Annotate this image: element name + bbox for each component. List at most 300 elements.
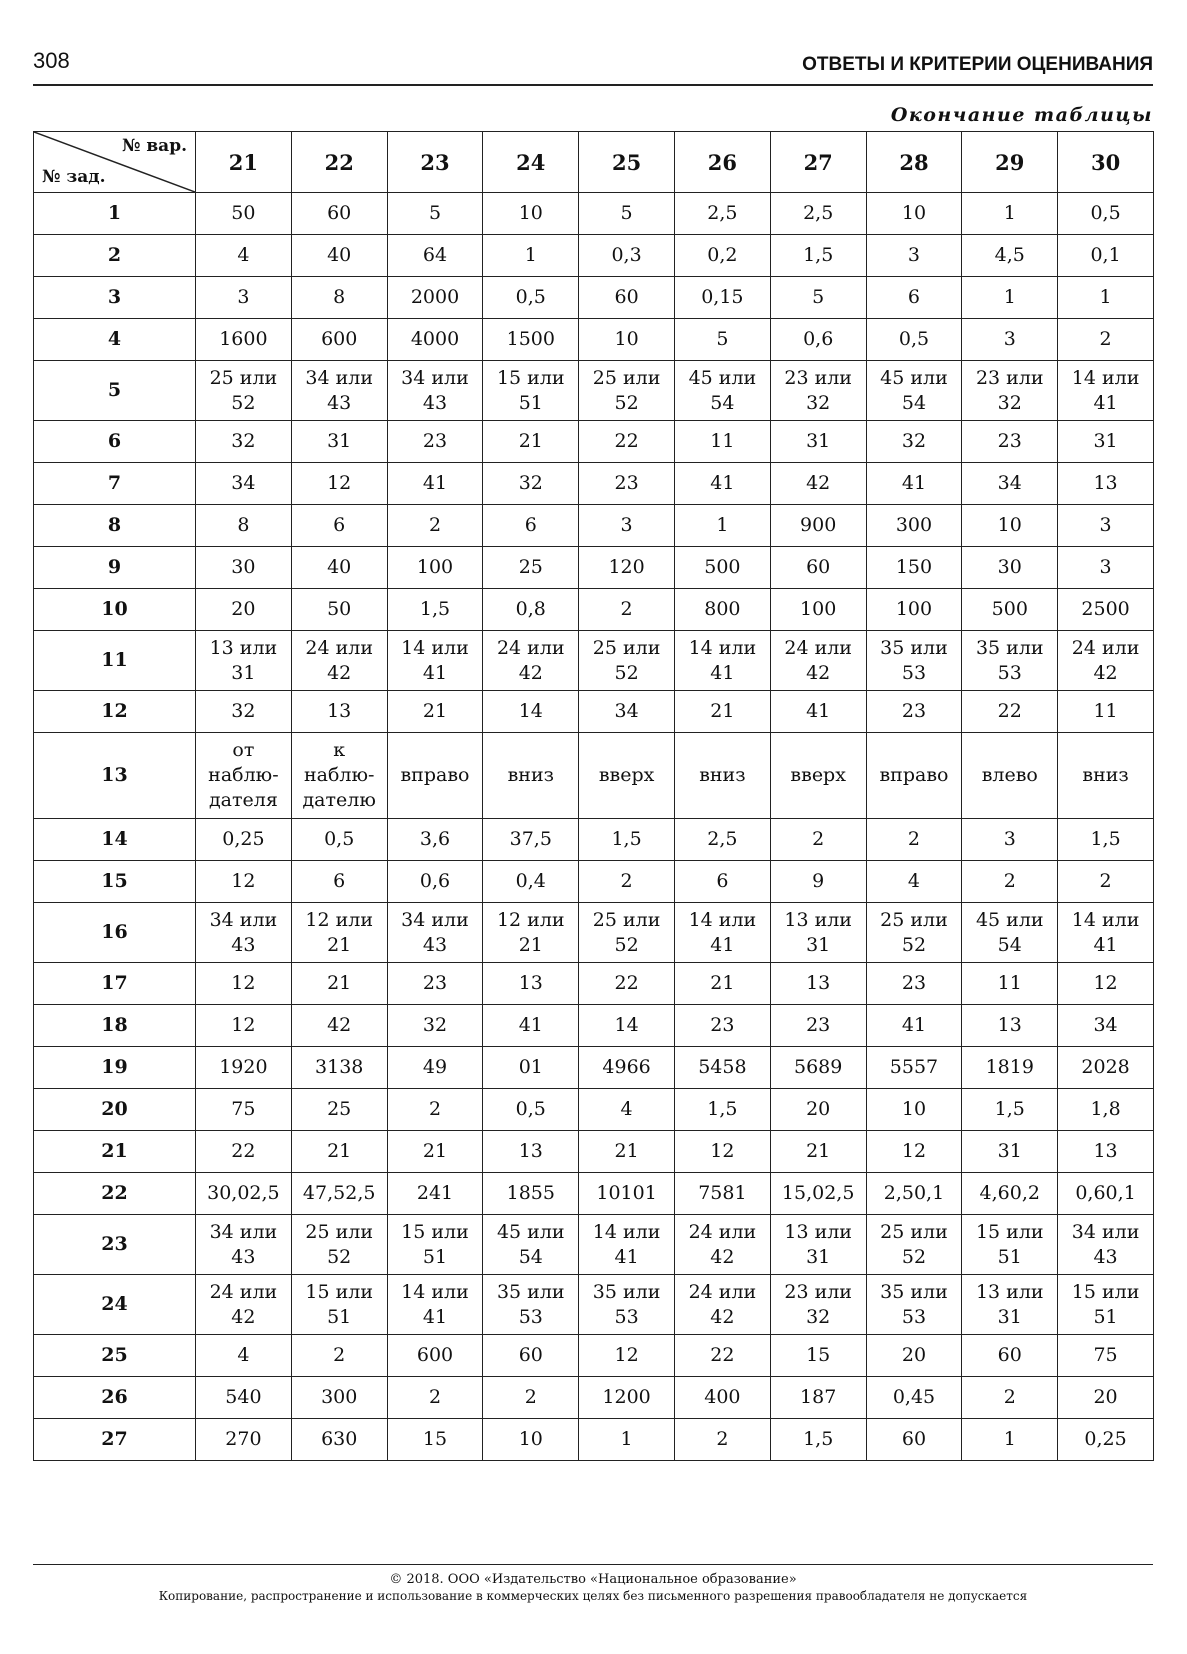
answer-cell: 600 — [387, 1335, 483, 1377]
answer-cell: 25 или 52 — [196, 361, 292, 421]
answer-cell: 0,60,1 — [1058, 1173, 1154, 1215]
answer-cell: 2 — [387, 1377, 483, 1419]
answer-cell: 20 — [770, 1089, 866, 1131]
answer-cell: 14 или 41 — [387, 1275, 483, 1335]
answer-cell: 1 — [962, 193, 1058, 235]
answer-cell: 2 — [579, 861, 675, 903]
answer-cell: 13 или 31 — [770, 1215, 866, 1275]
answer-cell: 22 — [962, 691, 1058, 733]
answer-cell: 30 — [962, 547, 1058, 589]
answer-cell: 13 — [291, 691, 387, 733]
copy-notice: Копирование, распространение и использование в коммерческих целях без письменного разрешения правообладателя не допускается — [158, 1589, 1028, 1603]
task-number: 2 — [34, 235, 196, 277]
answer-cell: 42 — [291, 1005, 387, 1047]
answer-cell: 23 — [387, 963, 483, 1005]
table-row — [34, 1377, 1154, 1419]
answer-cell: 0,5 — [291, 819, 387, 861]
answer-cell: 34 или 43 — [196, 903, 292, 963]
table-row — [34, 1005, 1154, 1047]
answer-cell: 30 — [196, 547, 292, 589]
answer-cell: 13 — [962, 1005, 1058, 1047]
answer-cell: 23 — [674, 1005, 770, 1047]
answer-cell: 22 — [674, 1335, 770, 1377]
table-row — [34, 903, 1154, 963]
task-number: 27 — [34, 1419, 196, 1461]
task-number: 6 — [34, 421, 196, 463]
answer-cell: 10 — [483, 1419, 579, 1461]
answer-cell: 12 — [196, 1005, 292, 1047]
answer-cell: 13 или 31 — [196, 631, 292, 691]
table-row — [34, 361, 1154, 421]
answer-cell: 3138 — [291, 1047, 387, 1089]
answer-cell: 13 — [1058, 463, 1154, 505]
answer-cell: 11 — [674, 421, 770, 463]
answer-cell: 630 — [291, 1419, 387, 1461]
answer-cell: 0,4 — [483, 861, 579, 903]
answer-cell: 6 — [483, 505, 579, 547]
answer-cell: 45 или 54 — [962, 903, 1058, 963]
answer-cell: 4966 — [579, 1047, 675, 1089]
page-footer — [33, 1564, 1153, 1605]
answer-cell: 3 — [962, 819, 1058, 861]
answer-cell: 2 — [291, 1335, 387, 1377]
answer-cell: 12 или 21 — [291, 903, 387, 963]
answer-cell: 1,5 — [770, 235, 866, 277]
answer-cell: 14 или 41 — [387, 631, 483, 691]
answer-cell: 23 — [579, 463, 675, 505]
table-row — [34, 691, 1154, 733]
answer-cell: 2 — [962, 1377, 1058, 1419]
answer-cell: 2,50,1 — [866, 1173, 962, 1215]
answer-cell: 25 или 52 — [866, 1215, 962, 1275]
answer-cell: 15,02,5 — [770, 1173, 866, 1215]
answer-cell: 5 — [770, 277, 866, 319]
answer-cell: 3 — [196, 277, 292, 319]
variant-header: 28 — [866, 132, 962, 193]
answer-cell: 14 или 41 — [674, 631, 770, 691]
answer-cell: 41 — [387, 463, 483, 505]
answer-cell: 11 — [962, 963, 1058, 1005]
answer-cell: 23 — [866, 691, 962, 733]
answer-cell: 5458 — [674, 1047, 770, 1089]
task-number: 13 — [34, 733, 196, 819]
answer-cell: 0,45 — [866, 1377, 962, 1419]
answer-cell: 0,8 — [483, 589, 579, 631]
table-row — [34, 1089, 1154, 1131]
answer-cell: 42 — [770, 463, 866, 505]
answer-cell: 21 — [387, 691, 483, 733]
answer-cell: 2 — [674, 1419, 770, 1461]
answer-cell: 31 — [291, 421, 387, 463]
table-row — [34, 733, 1154, 819]
answer-cell: 22 — [579, 421, 675, 463]
answer-cell: 34 — [196, 463, 292, 505]
answer-cell: 1 — [962, 1419, 1058, 1461]
variant-header: 21 — [196, 132, 292, 193]
answer-cell: 10 — [962, 505, 1058, 547]
answer-cell: 25 или 52 — [579, 631, 675, 691]
answer-cell: 64 — [387, 235, 483, 277]
table-row — [34, 547, 1154, 589]
answer-cell: 0,1 — [1058, 235, 1154, 277]
answer-cell: 15 или 51 — [962, 1215, 1058, 1275]
answer-cell: 24 или 42 — [1058, 631, 1154, 691]
answer-cell: 2,5 — [674, 819, 770, 861]
answer-cell: 2 — [579, 589, 675, 631]
answer-cell: 4 — [866, 861, 962, 903]
answer-cell: 23 или 32 — [770, 361, 866, 421]
table-row — [34, 505, 1154, 547]
answer-cell: 15 или 51 — [291, 1275, 387, 1335]
answer-cell: 15 или 51 — [1058, 1275, 1154, 1335]
answer-cell: 1,5 — [579, 819, 675, 861]
answer-cell: 100 — [770, 589, 866, 631]
answer-cell: 25 — [483, 547, 579, 589]
answer-cell: 13 — [483, 963, 579, 1005]
answer-cell: 45 или 54 — [483, 1215, 579, 1275]
answer-cell: вниз — [1058, 733, 1154, 819]
answer-cell: 41 — [866, 463, 962, 505]
answer-cell: 41 — [674, 463, 770, 505]
answer-cell: 120 — [579, 547, 675, 589]
answer-cell: 14 — [579, 1005, 675, 1047]
answer-cell: 21 — [483, 421, 579, 463]
answer-cell: 6 — [291, 861, 387, 903]
task-number: 7 — [34, 463, 196, 505]
answer-cell: 6 — [291, 505, 387, 547]
answer-cell: 270 — [196, 1419, 292, 1461]
variant-header: 23 — [387, 132, 483, 193]
answer-cell: 34 — [1058, 1005, 1154, 1047]
table-row — [34, 861, 1154, 903]
answer-cell: 31 — [1058, 421, 1154, 463]
table-row — [34, 1215, 1154, 1275]
answer-cell: 13 или 31 — [770, 903, 866, 963]
answer-cell: 1 — [483, 235, 579, 277]
answer-cell: 13 — [770, 963, 866, 1005]
answer-cell: 60 — [579, 277, 675, 319]
answer-cell: 21 — [579, 1131, 675, 1173]
answer-cell: 2 — [387, 505, 483, 547]
task-number: 23 — [34, 1215, 196, 1275]
answer-cell: 14 или 41 — [1058, 361, 1154, 421]
answer-cell: 21 — [291, 963, 387, 1005]
answer-cell: 4 — [579, 1089, 675, 1131]
page-header — [33, 44, 1153, 86]
answer-cell: 14 — [483, 691, 579, 733]
answer-cell: 500 — [962, 589, 1058, 631]
answer-cell: 15 — [770, 1335, 866, 1377]
answer-cell: 0,5 — [866, 319, 962, 361]
answer-cell: 100 — [387, 547, 483, 589]
answer-cell: 22 — [196, 1131, 292, 1173]
task-number: 21 — [34, 1131, 196, 1173]
answer-cell: 30,02,5 — [196, 1173, 292, 1215]
answer-cell: 1819 — [962, 1047, 1058, 1089]
task-number: 25 — [34, 1335, 196, 1377]
answer-cell: 13 — [483, 1131, 579, 1173]
answer-cell: 5 — [579, 193, 675, 235]
answer-cell: 34 или 43 — [387, 361, 483, 421]
variant-header: 27 — [770, 132, 866, 193]
table-row — [34, 193, 1154, 235]
answer-cell: 1,5 — [674, 1089, 770, 1131]
answer-cell: 0,5 — [483, 277, 579, 319]
table-row — [34, 1131, 1154, 1173]
task-number: 4 — [34, 319, 196, 361]
answer-cell: 2 — [1058, 861, 1154, 903]
answer-cell: 75 — [196, 1089, 292, 1131]
answer-cell: вниз — [674, 733, 770, 819]
answer-cell: 34 — [579, 691, 675, 733]
answer-cell: 34 или 43 — [291, 361, 387, 421]
answer-cell: 35 или 53 — [866, 1275, 962, 1335]
answer-cell: 60 — [866, 1419, 962, 1461]
task-number: 5 — [34, 361, 196, 421]
answer-cell: 2,5 — [770, 193, 866, 235]
answer-cell: 2028 — [1058, 1047, 1154, 1089]
answer-cell: 3 — [866, 235, 962, 277]
variant-header: 24 — [483, 132, 579, 193]
task-number: 15 — [34, 861, 196, 903]
answer-cell: 1,8 — [1058, 1089, 1154, 1131]
answer-cell: 60 — [770, 547, 866, 589]
task-number: 11 — [34, 631, 196, 691]
answer-cell: 900 — [770, 505, 866, 547]
answer-cell: 4000 — [387, 319, 483, 361]
task-number: 18 — [34, 1005, 196, 1047]
answer-cell: 12 или 21 — [483, 903, 579, 963]
answer-cell: 12 — [674, 1131, 770, 1173]
answer-cell: 32 — [866, 421, 962, 463]
task-number: 10 — [34, 589, 196, 631]
answer-cell: 15 — [387, 1419, 483, 1461]
answer-cell: 32 — [483, 463, 579, 505]
task-number: 16 — [34, 903, 196, 963]
answer-cell: 35 или 53 — [579, 1275, 675, 1335]
task-number: 22 — [34, 1173, 196, 1215]
answer-cell: 34 — [962, 463, 1058, 505]
variant-header: 22 — [291, 132, 387, 193]
answer-cell: 9 — [770, 861, 866, 903]
answer-cell: 8 — [291, 277, 387, 319]
answer-cell: 241 — [387, 1173, 483, 1215]
answer-cell: к наблю- дателю — [291, 733, 387, 819]
answer-cell: 540 — [196, 1377, 292, 1419]
answer-cell: 25 — [291, 1089, 387, 1131]
answer-cell: 0,5 — [483, 1089, 579, 1131]
answer-cell: 3 — [1058, 505, 1154, 547]
answer-cell: 6 — [866, 277, 962, 319]
answer-cell: 24 или 42 — [770, 631, 866, 691]
answer-cell: 23 — [770, 1005, 866, 1047]
answer-cell: вверх — [579, 733, 675, 819]
answer-cell: 1920 — [196, 1047, 292, 1089]
answer-cell: 15 или 51 — [387, 1215, 483, 1275]
answer-cell: вправо — [866, 733, 962, 819]
answer-cell: 24 или 42 — [674, 1215, 770, 1275]
answer-cell: 1,5 — [1058, 819, 1154, 861]
table-row — [34, 421, 1154, 463]
answer-cell: 11 — [1058, 691, 1154, 733]
answer-cell: 20 — [1058, 1377, 1154, 1419]
answer-cell: 400 — [674, 1377, 770, 1419]
answer-cell: 32 — [196, 691, 292, 733]
answer-cell: 2 — [962, 861, 1058, 903]
answer-cell: 41 — [866, 1005, 962, 1047]
answer-cell: 7581 — [674, 1173, 770, 1215]
answer-cell: 2 — [387, 1089, 483, 1131]
answer-cell: 10101 — [579, 1173, 675, 1215]
answer-cell: 23 — [866, 963, 962, 1005]
table-row — [34, 1173, 1154, 1215]
answer-cell: 3 — [962, 319, 1058, 361]
answer-cell: вверх — [770, 733, 866, 819]
table-row — [34, 319, 1154, 361]
answer-cell: 3 — [579, 505, 675, 547]
table-row — [34, 589, 1154, 631]
answer-cell: 1 — [579, 1419, 675, 1461]
answer-cell: 35 или 53 — [962, 631, 1058, 691]
answer-cell: 1855 — [483, 1173, 579, 1215]
answer-cell: 23 или 32 — [962, 361, 1058, 421]
answer-cell: 41 — [770, 691, 866, 733]
answer-cell: 3,6 — [387, 819, 483, 861]
answer-cell: 187 — [770, 1377, 866, 1419]
table-row — [34, 1335, 1154, 1377]
answer-cell: 37,5 — [483, 819, 579, 861]
answer-cell: 1,5 — [770, 1419, 866, 1461]
answer-cell: 24 или 42 — [196, 1275, 292, 1335]
answer-cell: 0,25 — [1058, 1419, 1154, 1461]
answer-cell: 10 — [866, 193, 962, 235]
answer-cell: 2 — [483, 1377, 579, 1419]
answer-cell: 14 или 41 — [579, 1215, 675, 1275]
answer-cell: 1500 — [483, 319, 579, 361]
answer-cell: 12 — [579, 1335, 675, 1377]
table-row — [34, 1419, 1154, 1461]
variant-header: 25 — [579, 132, 675, 193]
table-row — [34, 463, 1154, 505]
answer-cell: 0,3 — [579, 235, 675, 277]
answer-cell: 34 или 43 — [387, 903, 483, 963]
answer-cell: 4,5 — [962, 235, 1058, 277]
answer-cell: 50 — [196, 193, 292, 235]
table-row — [34, 963, 1154, 1005]
answer-cell: 23 или 32 — [770, 1275, 866, 1335]
task-number: 24 — [34, 1275, 196, 1335]
answer-cell: 4 — [196, 1335, 292, 1377]
answer-cell: 45 или 54 — [674, 361, 770, 421]
answer-cell: 1600 — [196, 319, 292, 361]
answer-cell: 0,15 — [674, 277, 770, 319]
answer-cell: 75 — [1058, 1335, 1154, 1377]
answer-cell: 1,5 — [387, 589, 483, 631]
answer-cell: 2500 — [1058, 589, 1154, 631]
table-row — [34, 1275, 1154, 1335]
answer-cell: 0,2 — [674, 235, 770, 277]
answer-cell: 2 — [1058, 319, 1154, 361]
answer-cell: 5 — [387, 193, 483, 235]
variant-header: 29 — [962, 132, 1058, 193]
answer-cell: 60 — [291, 193, 387, 235]
answer-cell: 2 — [770, 819, 866, 861]
answer-cell: 1,5 — [962, 1089, 1058, 1131]
answer-cell: 60 — [962, 1335, 1058, 1377]
answer-cell: вниз — [483, 733, 579, 819]
answer-cell: 10 — [579, 319, 675, 361]
answer-cell: 13 или 31 — [962, 1275, 1058, 1335]
answer-cell: 23 — [962, 421, 1058, 463]
answer-cell: 21 — [674, 963, 770, 1005]
answer-cell: 32 — [387, 1005, 483, 1047]
answers-table — [33, 131, 1154, 1461]
answer-cell: 32 — [196, 421, 292, 463]
answer-cell: 12 — [291, 463, 387, 505]
answer-cell: от наблю- дателя — [196, 733, 292, 819]
answer-cell: 14 или 41 — [674, 903, 770, 963]
section-title: ОТВЕТЫ И КРИТЕРИИ ОЦЕНИВАНИЯ — [802, 54, 1153, 75]
answer-cell: 21 — [674, 691, 770, 733]
task-number: 26 — [34, 1377, 196, 1419]
answer-cell: 500 — [674, 547, 770, 589]
table-row — [34, 235, 1154, 277]
table-row — [34, 819, 1154, 861]
answer-cell: 2 — [866, 819, 962, 861]
answer-cell: 10 — [483, 193, 579, 235]
answer-cell: 1 — [962, 277, 1058, 319]
table-row — [34, 277, 1154, 319]
answer-cell: влево — [962, 733, 1058, 819]
answer-cell: 31 — [962, 1131, 1058, 1173]
table-row — [34, 1047, 1154, 1089]
answer-cell: 5689 — [770, 1047, 866, 1089]
answer-cell: 5 — [674, 319, 770, 361]
answer-cell: 14 или 41 — [1058, 903, 1154, 963]
answer-cell: 23 — [387, 421, 483, 463]
answer-cell: 47,52,5 — [291, 1173, 387, 1215]
answer-cell: 600 — [291, 319, 387, 361]
task-number: 1 — [34, 193, 196, 235]
answer-cell: 300 — [866, 505, 962, 547]
answer-cell: 15 или 51 — [483, 361, 579, 421]
answer-cell: 25 или 52 — [291, 1215, 387, 1275]
answer-cell: 24 или 42 — [674, 1275, 770, 1335]
answer-cell: 0,6 — [387, 861, 483, 903]
answer-cell: 100 — [866, 589, 962, 631]
answer-cell: 35 или 53 — [866, 631, 962, 691]
task-number: 17 — [34, 963, 196, 1005]
answer-cell: 01 — [483, 1047, 579, 1089]
task-number: 12 — [34, 691, 196, 733]
answer-cell: 60 — [483, 1335, 579, 1377]
task-number: 9 — [34, 547, 196, 589]
answer-cell: 150 — [866, 547, 962, 589]
answer-cell: 2000 — [387, 277, 483, 319]
table-row — [34, 631, 1154, 691]
answer-cell: 0,6 — [770, 319, 866, 361]
variant-label: № вар. — [121, 136, 187, 156]
answer-cell: 12 — [196, 963, 292, 1005]
answer-cell: 6 — [674, 861, 770, 903]
answer-cell: 49 — [387, 1047, 483, 1089]
variant-header: 26 — [674, 132, 770, 193]
answer-cell: 50 — [291, 589, 387, 631]
task-number: 3 — [34, 277, 196, 319]
answer-cell: вправо — [387, 733, 483, 819]
answer-cell: 12 — [196, 861, 292, 903]
answer-cell: 22 — [579, 963, 675, 1005]
